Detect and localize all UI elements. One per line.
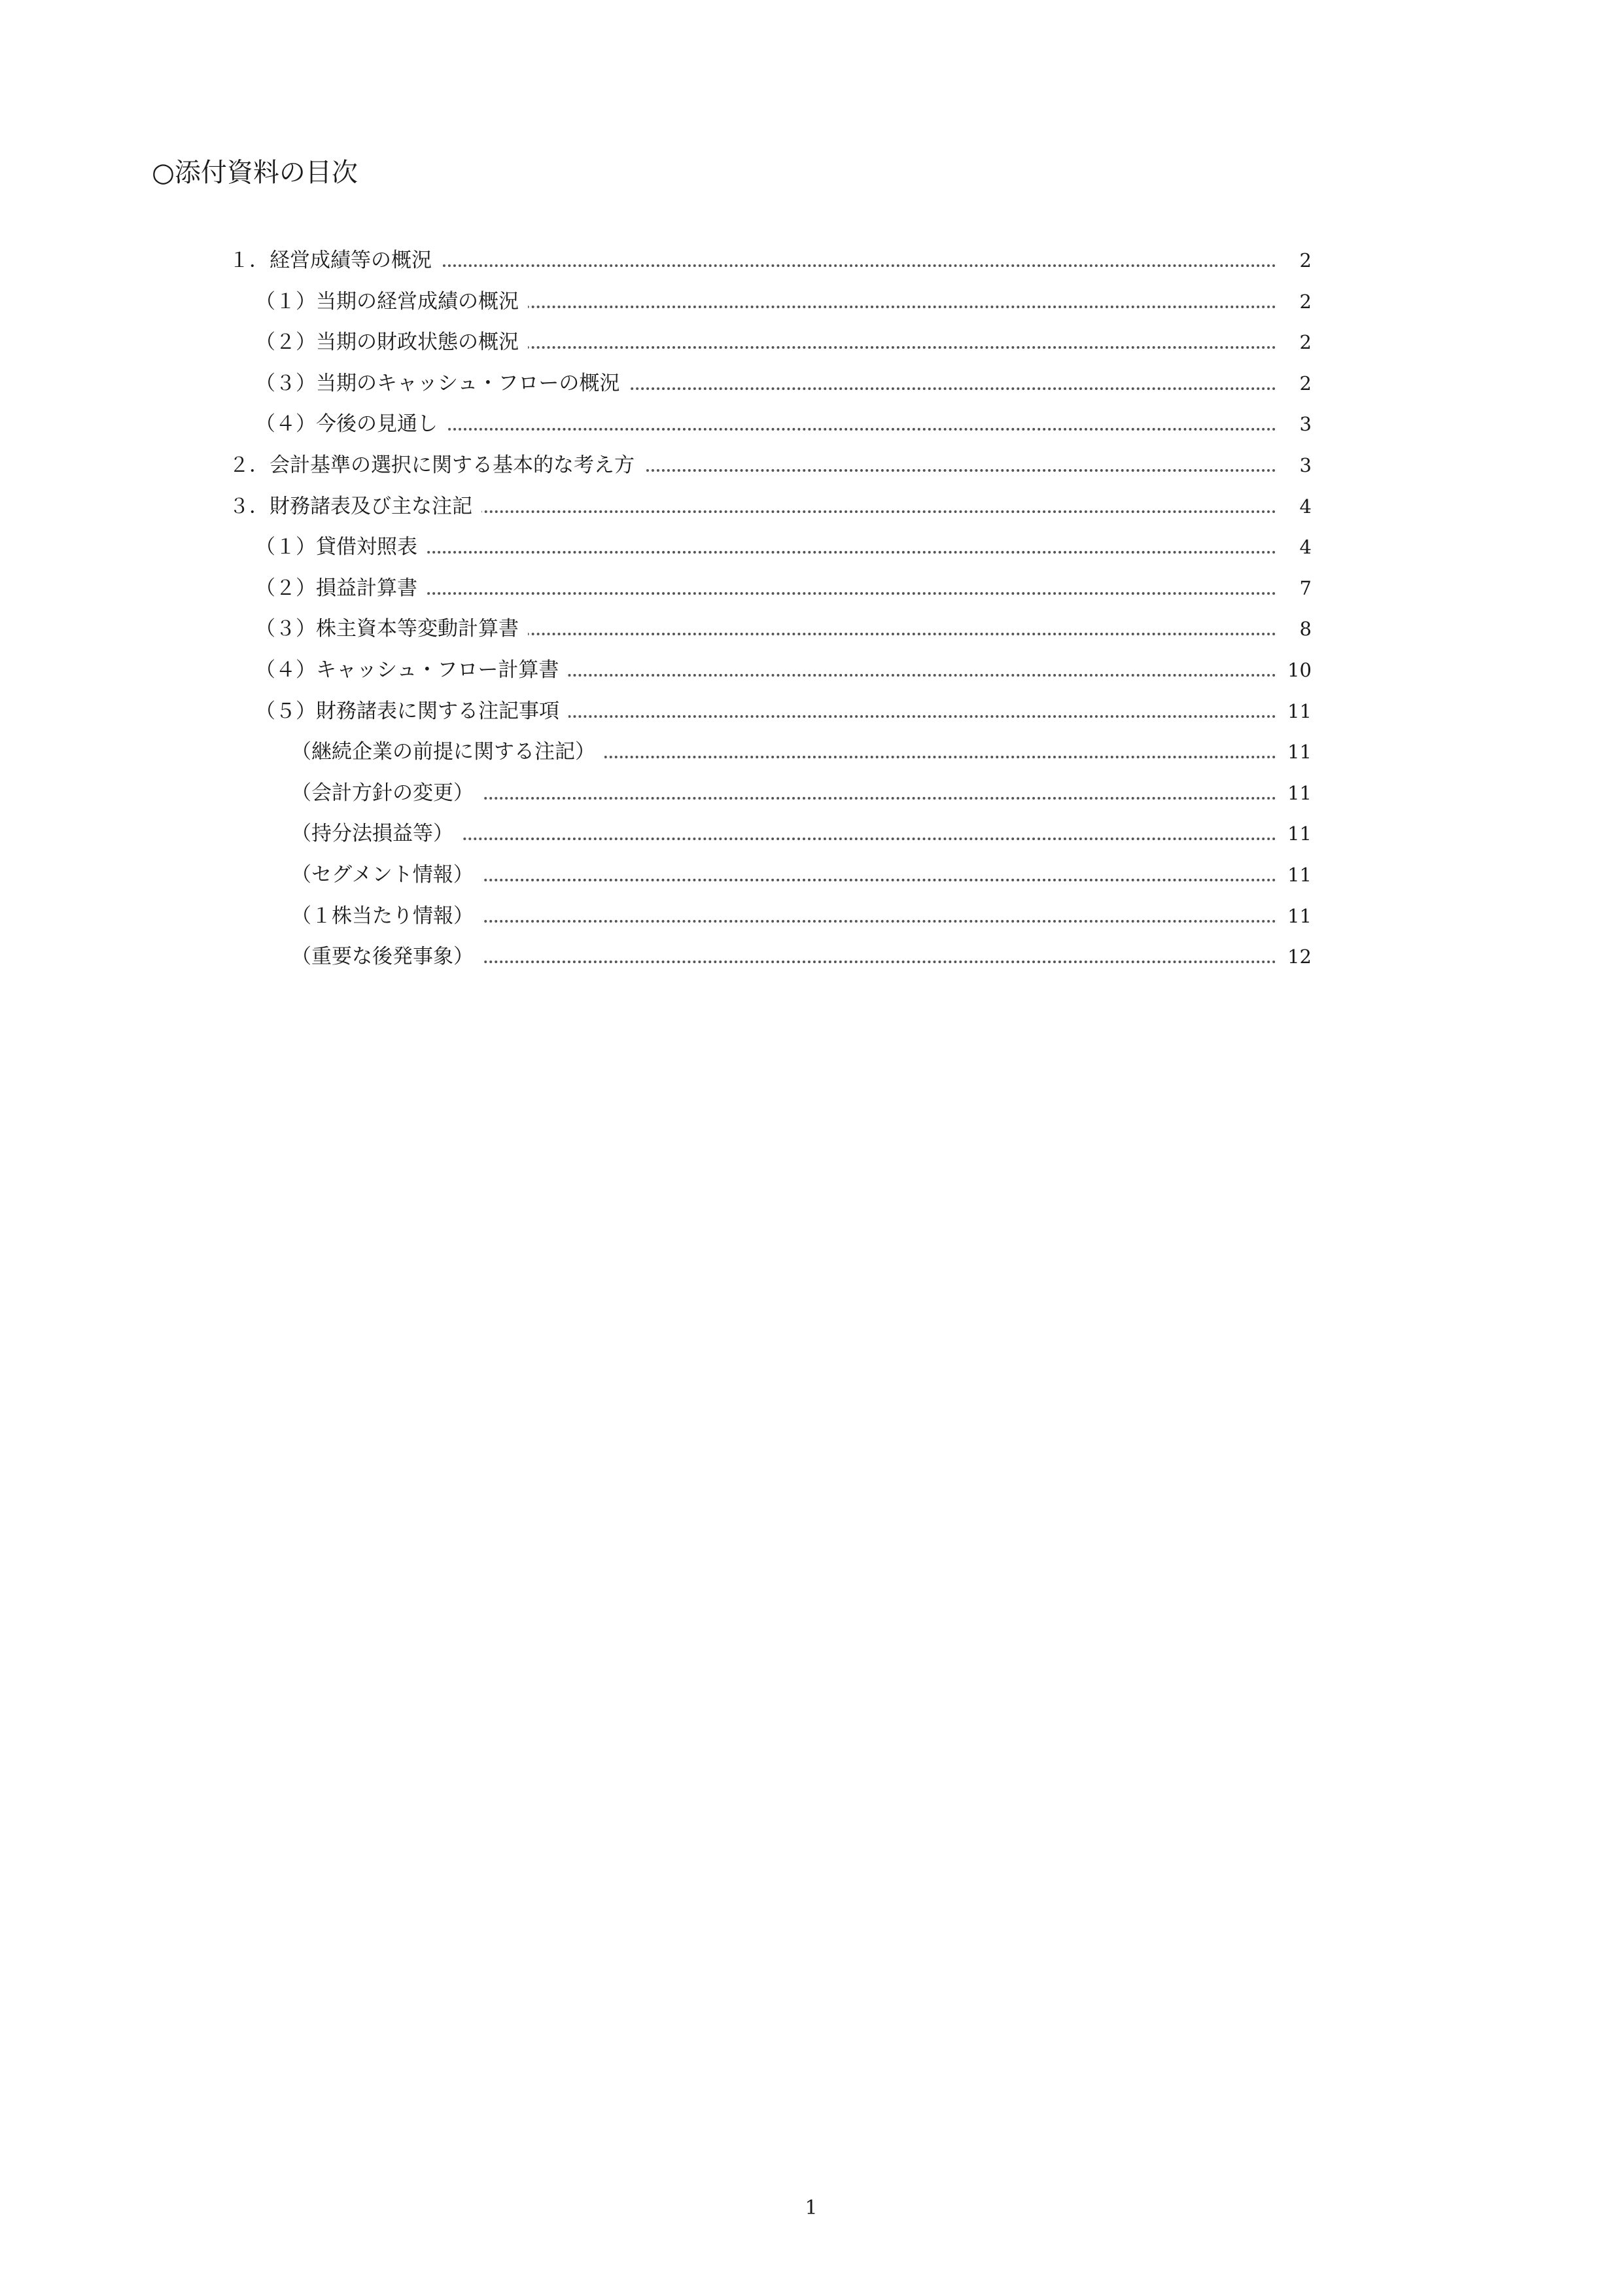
toc-entry[interactable] [0,529,1623,565]
toc-entry-label: （５）財務諸表に関する注記事項 [255,693,568,730]
toc-entry-label: （３）株主資本等変動計算書 [255,610,528,647]
toc-entry-page: 4 [1299,536,1312,559]
toc-entry[interactable] [0,283,1623,320]
toc-entry[interactable] [0,775,1623,811]
toc-entry[interactable] [0,570,1623,607]
toc-entry[interactable] [0,324,1623,361]
toc-entry-label: （セグメント情報） [291,857,483,893]
toc-entry[interactable] [0,652,1623,688]
toc-entry[interactable] [0,898,1623,934]
toc-entry-page: 2 [1299,249,1312,272]
toc-entry[interactable] [0,733,1623,770]
toc-entry-page: 2 [1299,372,1312,395]
toc-entry-label: ２．会計基準の選択に関する基本的な考え方 [229,447,644,484]
toc-entry[interactable] [0,406,1623,442]
toc-entry-page: 8 [1299,618,1312,641]
toc-entry-label: （持分法損益等） [291,815,462,852]
toc-entry-label: ３．財務諸表及び主な注記 [229,488,481,525]
toc-entry[interactable] [0,610,1623,647]
toc-entry-label: （会計方針の変更） [291,775,483,811]
toc-entry-page: 10 [1287,659,1312,681]
toc-entry[interactable] [0,488,1623,525]
toc-entry[interactable] [0,857,1623,893]
toc-entry-label: （重要な後発事象） [291,938,483,975]
toc-entry-label: （継続企業の前提に関する注記） [291,733,604,770]
toc-entry-page: 11 [1287,781,1312,804]
toc-entry[interactable] [0,815,1623,852]
toc-entry[interactable] [0,447,1623,484]
toc-entry-page: 11 [1287,741,1312,764]
toc-entry-label: （１）貸借対照表 [255,529,427,565]
toc-entry-page: 7 [1299,576,1312,599]
toc-entry-label: （３）当期のキャッシュ・フローの概況 [255,365,629,402]
toc-entry-page: 3 [1299,413,1312,436]
toc-entry-label: （２）当期の財政状態の概況 [255,324,528,361]
toc-entry-page: 12 [1287,945,1312,968]
toc-entry-page: 2 [1299,290,1312,313]
toc-entry[interactable] [0,938,1623,975]
toc-entry[interactable] [0,365,1623,402]
toc-entry-page: 3 [1299,454,1312,476]
toc-entry[interactable] [0,693,1623,730]
toc-entry-label: （２）損益計算書 [255,570,427,607]
toc-entry[interactable] [0,242,1623,279]
page-number: 1 [805,2197,818,2219]
toc-entry-page: 11 [1287,864,1312,886]
toc-entry-page: 11 [1287,904,1312,927]
toc-entry-page: 2 [1299,331,1312,354]
toc-entry-page: 11 [1287,699,1312,722]
toc-entry-page: 4 [1299,495,1312,518]
toc-entry-page: 11 [1287,822,1312,845]
toc-heading: ○添付資料の目次 [152,158,358,188]
toc-entry-label: （４）キャッシュ・フロー計算書 [255,652,568,688]
toc-entry-label: （１株当たり情報） [291,898,483,934]
toc-entry-label: （４）今後の見通し [255,406,447,442]
toc-entry-label: （１）当期の経営成績の概況 [255,283,528,320]
toc-entry-label: １．経営成績等の概況 [229,242,441,279]
